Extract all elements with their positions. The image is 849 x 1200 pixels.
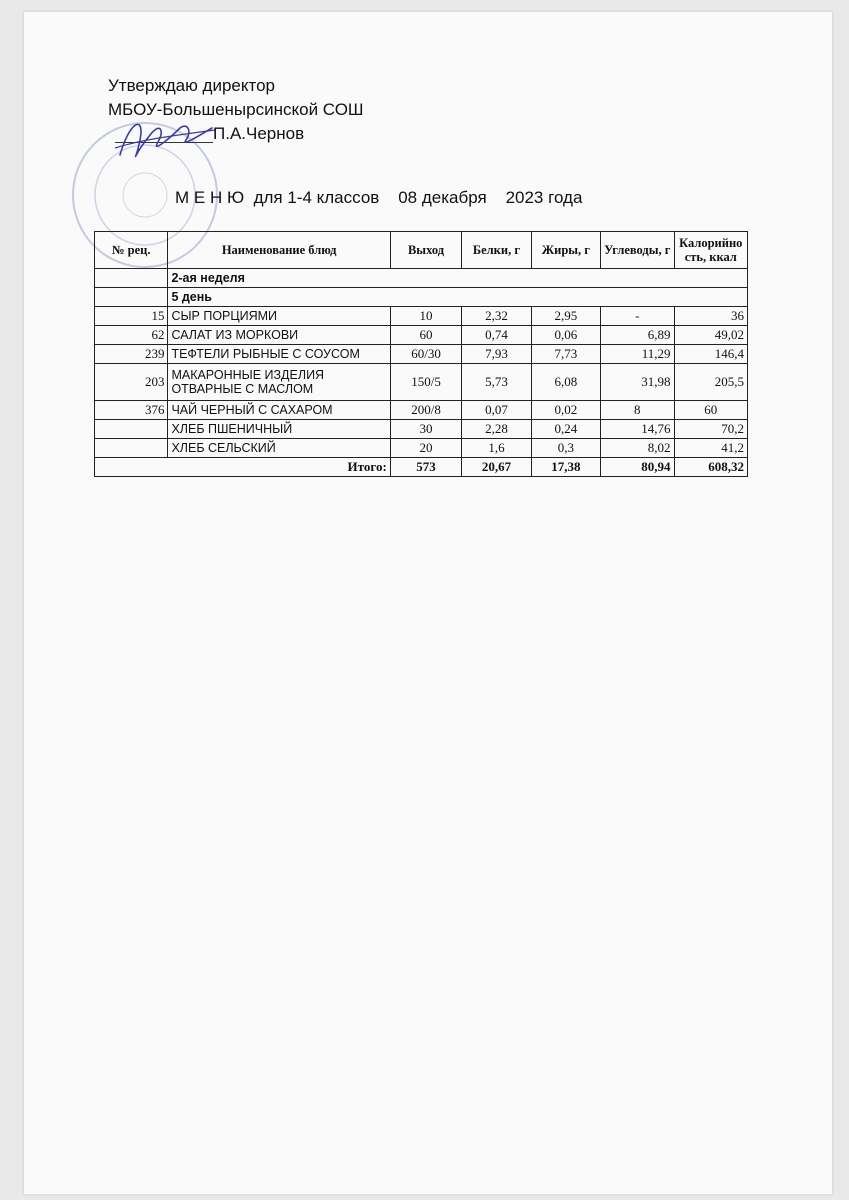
cell-fat: 0,02 [531,401,600,420]
cell-carbs: 11,29 [601,345,674,364]
cell-protein: 1,6 [462,439,531,458]
header-calories: Калорийность, ккал [674,232,747,269]
cell-output: 200/8 [390,401,461,420]
cell-kcal: 205,5 [674,364,747,401]
table-row [95,439,748,458]
week-label: 2-ая неделя [168,269,748,288]
cell-protein: 0,07 [462,401,531,420]
cell-num: 15 [95,307,168,326]
total-fat: 17,38 [531,458,600,477]
table-row [95,307,748,326]
table-header-row [95,232,748,269]
cell-fat: 0,24 [531,420,600,439]
cell-fat: 2,95 [531,307,600,326]
total-protein: 20,67 [462,458,531,477]
cell-carbs: - [601,307,674,326]
table-row [95,345,748,364]
menu-table [94,231,748,477]
cell-num: 203 [95,364,168,401]
table-row [95,401,748,420]
header-fat: Жиры, г [531,232,600,269]
cell-output: 20 [390,439,461,458]
table-row [95,326,748,345]
cell-kcal: 41,2 [674,439,747,458]
cell-num: 376 [95,401,168,420]
total-kcal: 608,32 [674,458,747,477]
total-output: 573 [390,458,461,477]
header-output: Выход [390,232,461,269]
cell-kcal: 70,2 [674,420,747,439]
cell-carbs: 14,76 [601,420,674,439]
cell-fat: 7,73 [531,345,600,364]
day-label: 5 день [168,288,748,307]
cell-protein: 2,32 [462,307,531,326]
day-row [95,288,748,307]
total-carbs: 80,94 [601,458,674,477]
cell-carbs: 8 [601,401,674,420]
cell-num: 239 [95,345,168,364]
cell-output: 60/30 [390,345,461,364]
week-row [95,269,748,288]
signer-name: П.А.Чернов [213,124,305,143]
header-recipe-number: № рец. [95,232,168,269]
cell-kcal: 146,4 [674,345,747,364]
cell-protein: 2,28 [462,420,531,439]
cell-output: 10 [390,307,461,326]
cell-num [95,420,168,439]
header-protein: Белки, г [462,232,531,269]
cell-num: 62 [95,326,168,345]
cell-carbs: 6,89 [601,326,674,345]
cell-output: 150/5 [390,364,461,401]
cell-name: СЫР ПОРЦИЯМИ [168,307,390,326]
cell-name: ХЛЕБ ПШЕНИЧНЫЙ [168,420,390,439]
cell-name: ХЛЕБ СЕЛЬСКИЙ [168,439,390,458]
approval-line-school: МБОУ-Большенырсинской СОШ [108,100,364,119]
cell-carbs: 8,02 [601,439,674,458]
cell-name: ТЕФТЕЛИ РЫБНЫЕ С СОУСОМ [168,345,390,364]
cell-kcal: 36 [674,307,747,326]
approval-line-director: Утверждаю директор [108,76,276,95]
cell-fat: 6,08 [531,364,600,401]
handwritten-signature [110,110,220,170]
cell-num [95,439,168,458]
cell-output: 60 [390,326,461,345]
cell-name: ЧАЙ ЧЕРНЫЙ С САХАРОМ [168,401,390,420]
cell-name: МАКАРОННЫЕ ИЗДЕЛИЯ ОТВАРНЫЕ С МАСЛОМ [168,364,390,401]
cell-kcal: 60 [674,401,747,420]
table-row [95,364,748,401]
total-label: Итого: [95,458,391,477]
cell-kcal: 49,02 [674,326,747,345]
cell-protein: 7,93 [462,345,531,364]
cell-protein: 0,74 [462,326,531,345]
total-row [95,458,748,477]
cell-carbs: 31,98 [601,364,674,401]
cell-fat: 0,3 [531,439,600,458]
table-row [95,420,748,439]
menu-title: М Е Н Ю для 1-4 классов 08 декабря 2023 года [175,188,583,207]
cell-fat: 0,06 [531,326,600,345]
cell-output: 30 [390,420,461,439]
header-dish-name: Наименование блюд [168,232,390,269]
cell-name: САЛАТ ИЗ МОРКОВИ [168,326,390,345]
header-carbs: Углеводы, г [601,232,674,269]
cell-protein: 5,73 [462,364,531,401]
